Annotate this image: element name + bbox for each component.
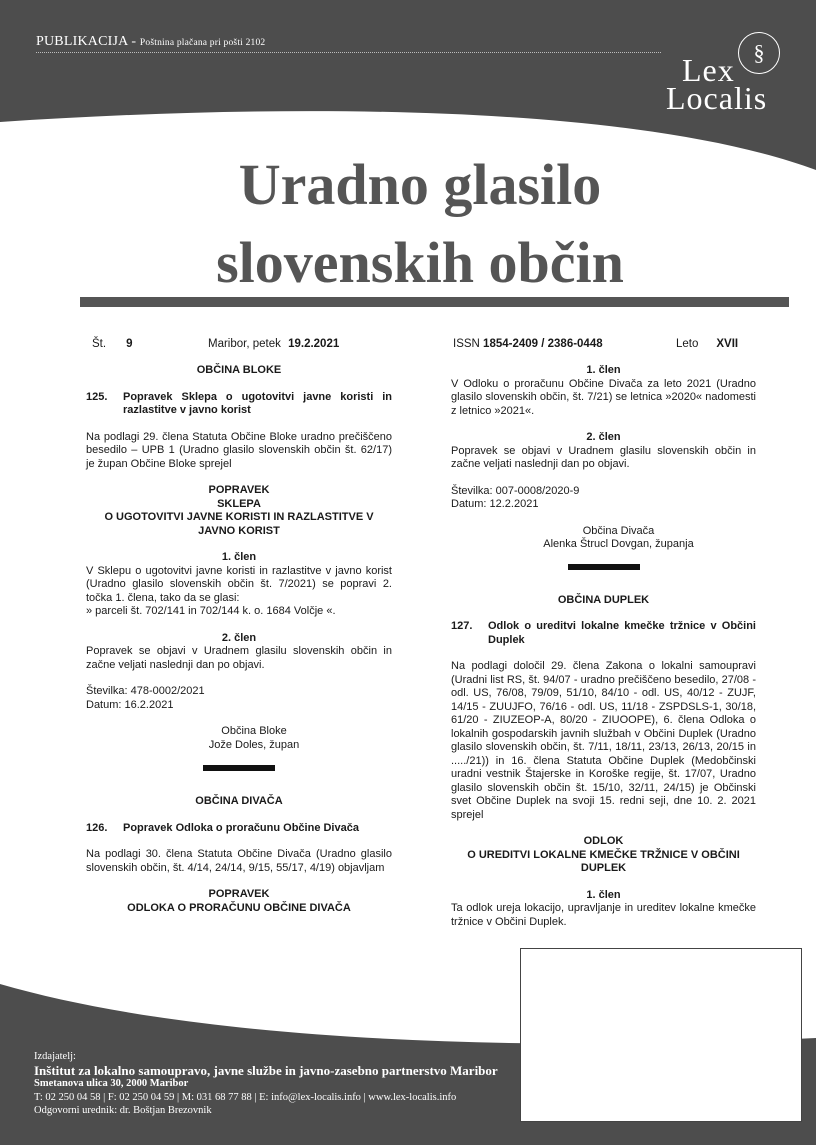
article-heading: 2. člen (221, 631, 257, 644)
logo-line-localis: Localis (666, 80, 768, 116)
item-126-heading (86, 822, 392, 836)
item-number: 126. (86, 821, 108, 834)
item-title: Odlok o ureditvi lokalne kmečke tržnice v Občini Duplek (488, 620, 756, 646)
section-heading-divaca: OBČINA DIVAČA (195, 795, 283, 807)
title-line-2: slovenskih občin (216, 230, 624, 295)
section-heading-bloke: OBČINA BLOKE (196, 364, 282, 376)
document-date: Datum: 16.2.2021 (86, 698, 174, 711)
issue-number (92, 338, 132, 350)
issue-year (676, 338, 738, 350)
responsible-editor: Odgovorni urednik: dr. Boštjan Brezovnik (34, 1105, 212, 1116)
section-separator (568, 564, 640, 570)
signature-name: Alenka Štrucl Dovgan, županja (543, 538, 694, 550)
issue-place-day: Maribor, petek (208, 338, 281, 350)
article-text: V Sklepu o ugotovitvi javne koristi in razlastitve v javno korist (Uradno glasilo slovenskih občin št. 7/2021) se popravi 2. točka 1. člena, tako da se glasi: (86, 564, 392, 604)
doc-title-line: O UREDITVI LOKALNE KMEČKE TRŽNICE V OBČINI DUPLEK (467, 848, 740, 874)
document-date: Datum: 12.2.2021 (451, 498, 539, 510)
doc-title-line: ODLOK (583, 835, 624, 847)
article-heading: 1. člen (221, 551, 257, 563)
issue-date (208, 338, 339, 350)
publication-label: PUBLIKACIJA (36, 34, 128, 49)
logo-line-lex: Lex (682, 52, 735, 88)
article-text: V Odloku o proračunu Občine Divača za leto 2021 (Uradno glasilo slovenskih občin, št. 7/21) se letnica »2020« nadomesti z letnico »2021«. (451, 377, 756, 417)
article-text: Popravek se objavi v Uradnem glasilu slovenskih občin in začne veljati naslednji dan po objavi. (451, 444, 756, 470)
publisher-address: Smetanova ulica 30, 2000 Maribor (34, 1078, 189, 1089)
article-text: Popravek se objavi v Uradnem glasilu slovenskih občin in začne veljati naslednji dan po objavi. (86, 645, 392, 671)
item-125-heading (86, 391, 392, 418)
doc-title-line: ODLOKA O PRORAČUNU OBČINE DIVAČA (127, 901, 351, 914)
item-title: Popravek Odloka o proračunu Občine Divača (123, 821, 359, 834)
paragraph-seal-icon: § (738, 32, 780, 74)
issn-label: ISSN (453, 338, 480, 350)
signature-municipality: Občina Bloke (221, 725, 287, 737)
section-heading-duplek: OBČINA DUPLEK (557, 593, 650, 606)
address-label-box (520, 948, 802, 1122)
title-rule (80, 297, 789, 307)
item-number: 127. (451, 620, 473, 632)
document-number: Številka: 007-0008/2020-9 (451, 484, 580, 497)
article-heading: 1. člen (586, 364, 621, 376)
issue-year-label: Leto (676, 338, 699, 350)
issue-date-value: 19.2.2021 (288, 338, 340, 350)
article-heading: 2. člen (586, 431, 621, 443)
page-title (0, 146, 816, 302)
signature-name: Jože Doles, župan (208, 738, 300, 751)
intro-paragraph: Na podlagi 30. člena Statuta Občine Divača (Uradno glasilo slovenskih občin, št. 4/14, 24/14, 9/15, 55/17, 4/19) objavljam (86, 848, 392, 874)
article-heading: 1. člen (586, 888, 621, 901)
publisher-label: Izdajatelj: (34, 1051, 76, 1062)
dotted-divider (36, 52, 661, 53)
intro-paragraph: Na podlagi 29. člena Statuta Občine Bloke uradno prečiščeno besedilo – UPB 1 (Uradno glasilo slovenskih občin št. 62/17) je župan Občine Bloke sprejel (86, 430, 392, 470)
publisher-name: Inštitut za lokalno samoupravo, javne službe in javno-zasebno partnerstvo Maribor (34, 1062, 498, 1078)
item-title: Popravek Sklepa o ugotovitvi javne koristi in razlastitve v javno korist (123, 390, 392, 416)
issn-value: 1854-2409 / 2386-0448 (483, 338, 603, 350)
title-line-1: Uradno glasilo (238, 152, 602, 217)
issue-number-label: Št. (92, 338, 107, 350)
publication-dash: - (127, 34, 140, 49)
publisher-contacts: T: 02 250 04 58 | F: 02 250 04 59 | M: 031 68 77 88 | E: info@lex-localis.info | www.lex-localis.info (34, 1091, 457, 1103)
document-number: Številka: 478-0002/2021 (86, 685, 205, 697)
article-text: Ta odlok ureja lokacijo, upravljanje in ureditev lokalne kmečke tržnice v Občini Duplek. (451, 902, 756, 928)
item-127-heading (451, 620, 756, 647)
publication-line (36, 34, 265, 50)
left-column (86, 364, 392, 915)
issue-number-value: 9 (126, 338, 133, 350)
section-separator (203, 765, 275, 771)
doc-title-line: O UGOTOVITVI JAVNE KORISTI IN RAZLASTITVE V JAVNO KORIST (104, 511, 374, 537)
publisher-footer (34, 1050, 498, 1118)
item-number: 125. (86, 390, 108, 403)
postage-note: Poštnina plačana pri pošti 2102 (139, 38, 266, 48)
article-quote: » parceli št. 702/141 in 702/144 k. o. 1684 Volčje «. (86, 605, 336, 617)
doc-title-line: POPRAVEK (208, 484, 270, 496)
issn (453, 338, 603, 350)
right-column (451, 364, 756, 929)
issue-year-value: XVII (716, 338, 739, 350)
lex-localis-logo (664, 28, 794, 118)
signature-municipality: Občina Divača (582, 524, 655, 537)
doc-title-line: SKLEPA (217, 497, 261, 510)
intro-paragraph: Na podlagi določil 29. člena Zakona o lokalni samoupravi (Uradni list RS, št. 94/07 - uradno prečiščeno besedilo, 27/08 - odl. US, 76/08, 79/09, 51/10, 84/10 - odl. US, 40/12 - ZUJF, 14/15 - ZUUJFO, 76/16 - odl. US, 11/18 - ZSPDSLS-1, 30/18, 61/20 - ZIUZEOP-A, 80/20 - ZIUOOPE), 6. člena Odloka o lokalnih gospodarskih javnih službah v Občini Duplek (Uradno glasilo slovenskih občin, št. 7/11, 18/11, 23/13, 26/13, 20/15 in ...../21)) in 16. člena Statuta Občine Duplek (Medobčinski uradni vestnik Štajerske in Koroške regije, št. 17/07, Uradno glasilo slovenskih občin št. 15/10, 32/11, 24/15) je Občinski svet Občine Duplek na svoji 15. redni seji, dne 10. 2. 2021 sprejel (451, 660, 756, 821)
doc-title-line: POPRAVEK (208, 888, 270, 900)
